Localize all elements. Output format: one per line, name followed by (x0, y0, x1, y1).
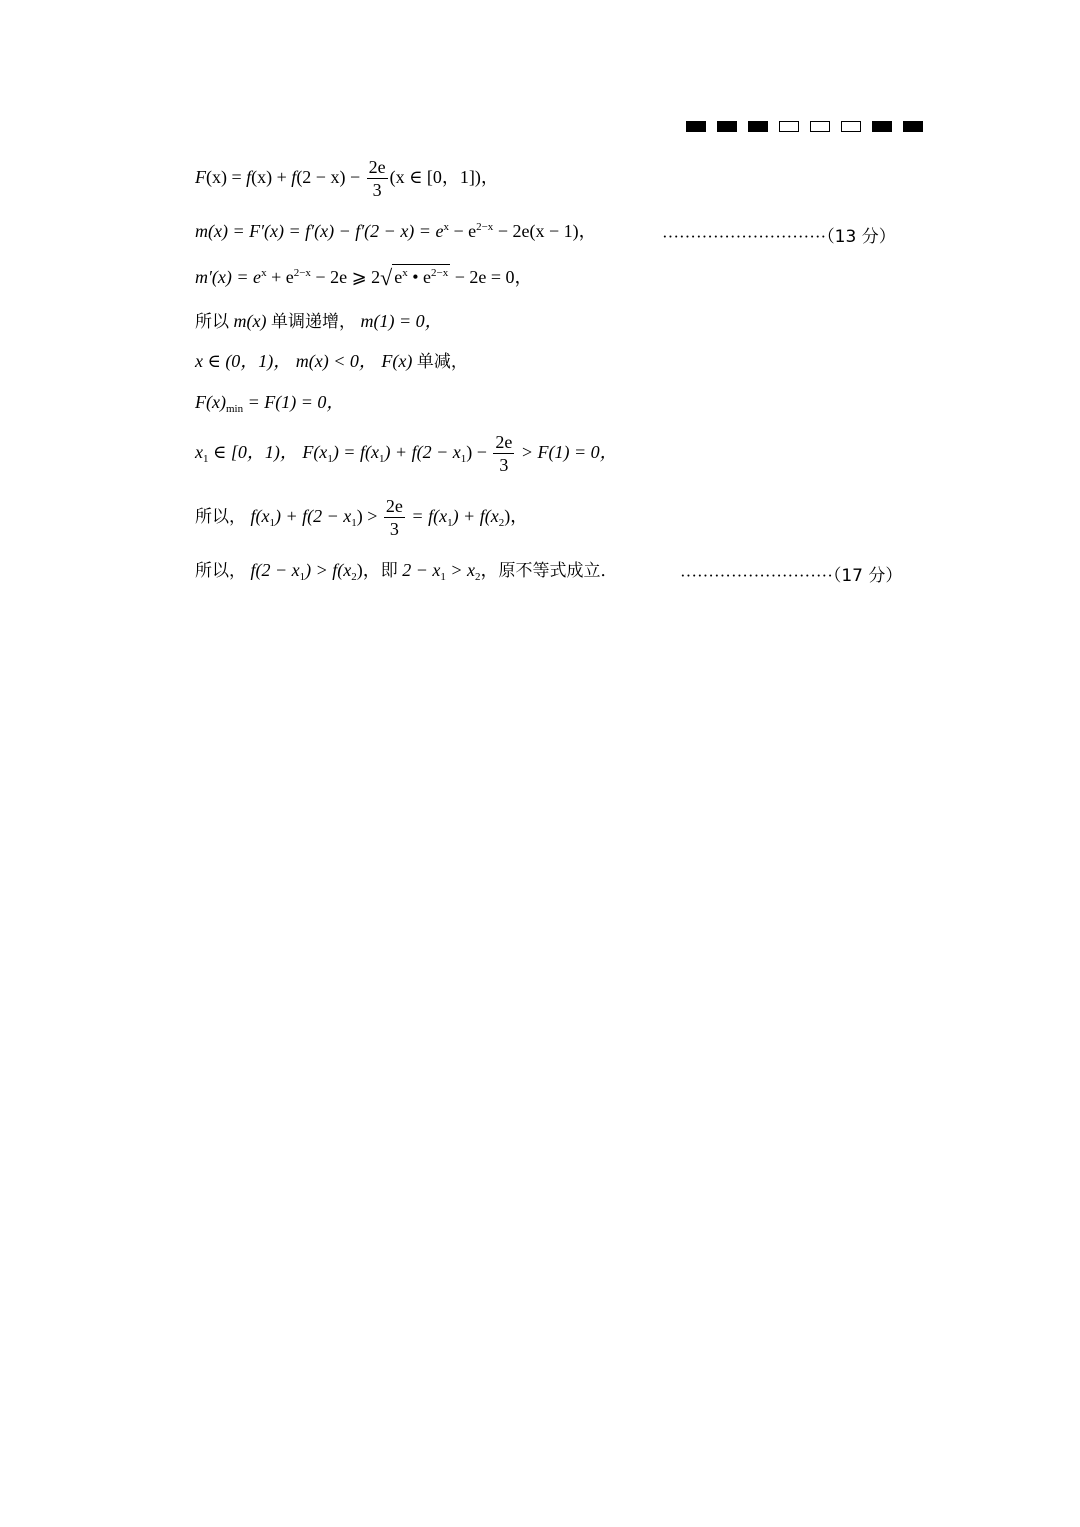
subscript: 1 (460, 453, 467, 466)
filled-square-mark (872, 121, 892, 132)
superscript: 2−x (431, 267, 449, 279)
math-text: ， (480, 560, 499, 580)
leader-dots: ··························· (680, 566, 833, 585)
math-text: x ∈ (0，1)， m(x) < 0， F(x) (195, 351, 417, 371)
superscript: 2−x (476, 221, 494, 233)
subscript: 1 (447, 517, 453, 530)
math-text: − 2e = 0， (450, 267, 533, 287)
math-text: f (291, 167, 297, 188)
subscript: 1 (351, 517, 357, 530)
math-text: > x (445, 560, 476, 580)
math-text: − 2e ⩾ 2 (310, 267, 381, 287)
math-text: x (195, 442, 203, 463)
score-label: （13 分） (826, 227, 896, 247)
math-text: ) − (466, 442, 492, 463)
text-line-9 (195, 561, 618, 583)
superscript: x (261, 267, 267, 279)
text-line-4 (195, 312, 443, 331)
subscript: 1 (440, 571, 446, 583)
math-text: F (195, 167, 206, 188)
math-text: (x) = (206, 167, 247, 188)
header-marks (686, 121, 923, 132)
math-text: = f(x (406, 506, 448, 527)
math-text: ∈ [0，1)， F(x (208, 442, 328, 463)
formula-line-2 (195, 222, 597, 240)
fraction-denominator: 3 (499, 454, 509, 475)
math-text: m(x) = F′(x) = f′(x) − f′(2 − x) = e (195, 221, 444, 241)
score-marker-13 (662, 222, 896, 247)
subscript: 1 (378, 453, 385, 466)
fraction-denominator: 3 (389, 518, 399, 539)
subscript: 1 (299, 571, 306, 583)
math-text: • e (407, 267, 432, 287)
subscript: 2 (351, 571, 357, 583)
chinese-text: 单减， (416, 352, 468, 372)
radical-sign-icon: √ (380, 265, 393, 290)
fraction (384, 497, 405, 539)
fraction-numerator: 2e (368, 157, 386, 177)
fraction (367, 158, 388, 200)
superscript: 2−x (293, 267, 311, 279)
subscript: 2 (498, 517, 505, 530)
hollow-square-mark (779, 121, 799, 132)
math-text: ) > f(x (305, 560, 352, 580)
score-label: （17 分） (832, 566, 903, 586)
radicand (392, 264, 450, 287)
math-text: > F(1) = 0， (516, 442, 618, 463)
hollow-square-mark (841, 121, 861, 132)
fraction-denominator: 3 (372, 179, 382, 200)
hollow-square-mark (810, 121, 830, 132)
chinese-text: 所以， (195, 561, 246, 581)
math-text: − e (448, 221, 477, 241)
math-text: ) + f(2 − x (274, 506, 352, 527)
math-text: = F(1) = 0， (243, 392, 345, 412)
math-text: ) + f(x (452, 506, 499, 527)
math-text: m′(x) = e (195, 267, 262, 287)
filled-square-mark (686, 121, 706, 132)
math-text: ) + f(2 − x (384, 442, 461, 463)
text-line-5 (195, 352, 468, 371)
math-text: e (394, 267, 403, 287)
math-text: (x ∈ [0，1])， (389, 167, 499, 188)
superscript: x (443, 221, 449, 233)
formula-line-6 (195, 393, 344, 415)
filled-square-mark (903, 121, 923, 132)
math-text: ) = f(x (332, 442, 379, 463)
square-root (380, 267, 450, 289)
superscript: x (402, 267, 408, 279)
math-text: f(x (246, 506, 270, 527)
subscript: min (225, 403, 244, 415)
subscript: 2 (475, 571, 481, 583)
math-text: m(x) (229, 311, 271, 331)
math-text: + e (266, 267, 294, 287)
math-text: f(2 − x (246, 560, 300, 580)
chinese-text: 即 (380, 561, 398, 581)
leader-dots: ····························· (662, 227, 827, 246)
chinese-text: 原不等式成立． (498, 561, 618, 581)
fraction-numerator: 2e (495, 432, 513, 452)
chinese-text: 单调递增， (270, 312, 356, 332)
fraction-numerator: 2e (385, 496, 403, 516)
score-marker-17 (680, 561, 902, 586)
formula-line-1 (195, 158, 499, 200)
formula-line-8 (195, 497, 528, 539)
math-text: (2 − x) − (296, 167, 365, 188)
math-text: F(x) (195, 392, 226, 412)
math-text: )， (356, 560, 381, 580)
math-text: m(1) = 0， (355, 311, 443, 331)
math-text: )， (504, 506, 529, 527)
formula-line-3 (195, 267, 533, 289)
filled-square-mark (748, 121, 768, 132)
filled-square-mark (717, 121, 737, 132)
subscript: 1 (327, 453, 333, 466)
math-text: f (246, 167, 252, 188)
formula-line-7 (195, 433, 618, 475)
math-text: 2 − x (397, 560, 441, 580)
fraction (493, 433, 514, 475)
math-text: ) > (356, 506, 382, 527)
subscript: 1 (203, 453, 209, 466)
chinese-text: 所以， (195, 507, 246, 528)
subscript: 1 (269, 517, 275, 530)
math-text: − 2e(x − 1)， (493, 221, 597, 241)
math-text: (x) + (251, 167, 292, 188)
chinese-text: 所以 (195, 312, 229, 332)
